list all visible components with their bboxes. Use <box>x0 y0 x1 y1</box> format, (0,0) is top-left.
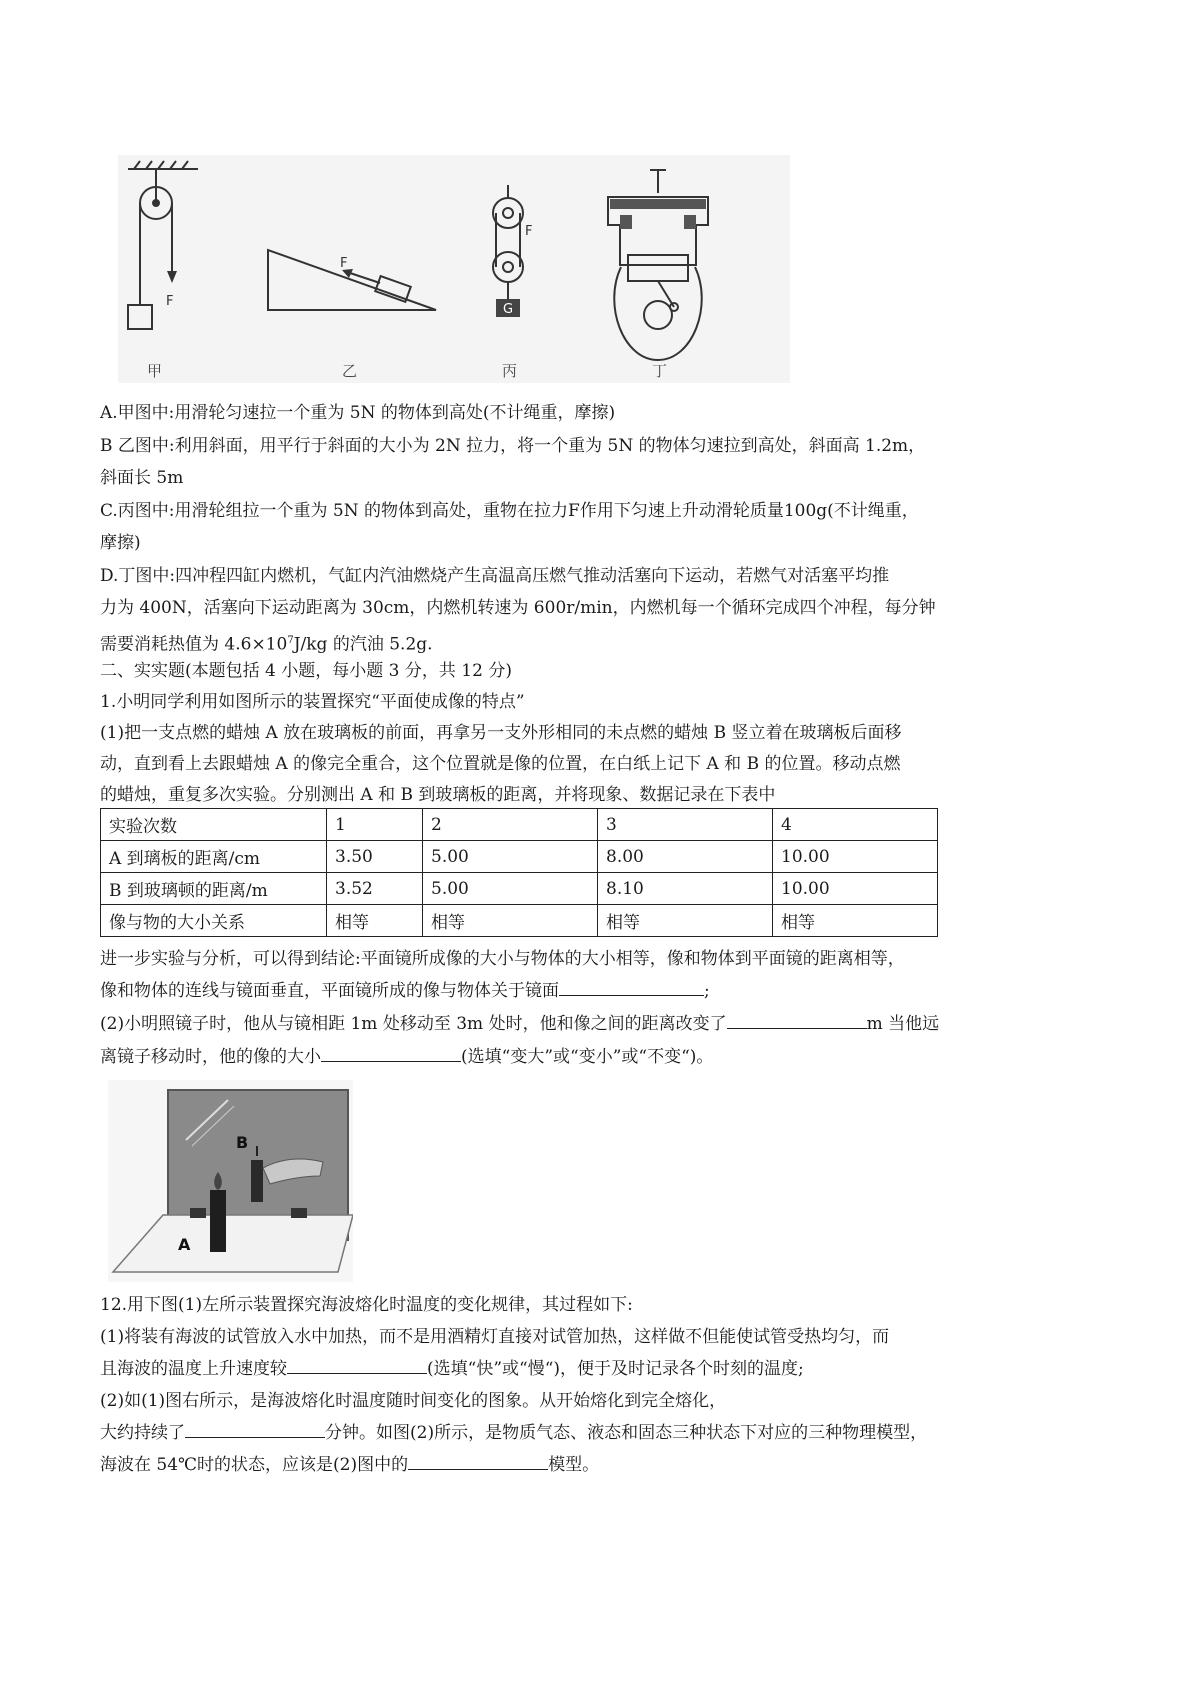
table-cell: 3.52 <box>327 873 423 905</box>
table-cell: 1 <box>327 809 423 841</box>
figure-label-jia: 甲 <box>147 362 163 380</box>
question-12-line-2-pre: 且海波的温度上升速度较 <box>100 1359 287 1379</box>
table-cell: 10.00 <box>773 841 938 873</box>
option-d-line-2: 力为 400N，活塞向下运动距离为 30cm，内燃机转速为 600r/min，内燃机每一个循环完成四个冲程，每分钟 <box>100 598 936 618</box>
question-12-line-5-post: 模型。 <box>548 1455 600 1475</box>
figure-label-yi: 乙 <box>342 362 358 380</box>
option-b-line-1: B 乙图中:利用斜面，用平行于斜面的大小为 2N 拉力，将一个重为 5N 的物体匀速拉到高处，斜面高 1.2m， <box>100 436 926 456</box>
table-cell: 8.00 <box>598 841 773 873</box>
answer-blank-3[interactable] <box>321 1043 461 1062</box>
conclusion-line-2-pre: 像和物体的连线与镜面垂直，平面镜所成的像与物体关于镜面 <box>100 981 559 1001</box>
yi-force-label: F <box>340 256 348 271</box>
question-12-line-4-pre: 大约持续了 <box>100 1423 185 1443</box>
question-12-line-4 <box>100 1418 927 1448</box>
answer-blank-1[interactable] <box>559 977 704 996</box>
figure-1-panel <box>118 155 790 383</box>
conclusion-line-1: 进一步实验与分析，可以得到结论:平面镜所成像的大小与物体的大小相等，像和物体到平面镜的距离相等， <box>100 949 905 969</box>
question-12-line-5-pre: 海波在 54℃时的状态，应该是(2)图中的 <box>100 1455 409 1475</box>
candle-a-label: A <box>178 1235 191 1254</box>
option-b-line-2: 斜面长 5m <box>100 468 184 488</box>
option-d-line-1: D.丁图中:四冲程四缸内燃机，气缸内汽油燃烧产生高温高压燃气推动活塞向下运动，若燃气对活塞平均推 <box>100 566 890 586</box>
question-1-para-line-3: 的蜡烛，重复多次实验。分别测出 A 和 B 到玻璃板的距离，并将现象、数据记录在下表中 <box>100 785 776 805</box>
question-1-para-line-2: 动，直到看上去跟蜡烛 A 的像完全重合，这个位置就是像的位置，在白纸上记下 A 和 B 的位置。移动点燃 <box>100 754 901 774</box>
bing-force-label: F <box>525 224 533 239</box>
table-cell: 实验次数 <box>101 809 327 841</box>
section-2-title: 二、实实题(本题包括 4 小题，每小题 3 分，共 12 分) <box>100 661 512 681</box>
question-1-title: 1.小明同学利用如图所示的装置探究“平面使成像的特点” <box>100 692 525 712</box>
table-cell: 5.00 <box>423 873 598 905</box>
question-2-line-2-pre: 离镜子移动时，他的像的大小 <box>100 1047 321 1067</box>
option-d-exponent: 7 <box>287 635 294 646</box>
bing-weight-label: G <box>503 302 514 317</box>
option-d-line-3-post: J/kg 的汽油 5.2g. <box>293 634 433 655</box>
question-2-line-2 <box>100 1042 713 1072</box>
option-d-line-3 <box>100 626 433 660</box>
table-cell: 5.00 <box>423 841 598 873</box>
question-12-line-2-post: (选填“快”或“慢“)，便于及时记录各个时刻的温度; <box>427 1359 804 1379</box>
question-12-line-1: (1)将装有海波的试管放入水中加热，而不是用酒精灯直接对试管加热，这样做不但能使试管受热均匀，而 <box>100 1327 890 1347</box>
option-c-line-2: 摩擦) <box>100 533 141 553</box>
answer-blank-5[interactable] <box>185 1419 325 1438</box>
table-cell: A 到璃板的距离/cm <box>101 841 327 873</box>
table-cell: 相等 <box>423 905 598 937</box>
table-row <box>101 905 938 937</box>
question-2-line-2-post: (选填“变大”或“变小”或“不变“)。 <box>461 1047 714 1067</box>
table-cell: B 到玻璃顿的距离/m <box>101 873 327 905</box>
conclusion-line-2-post: ; <box>704 981 710 1001</box>
question-12-line-2 <box>100 1354 804 1384</box>
data-table <box>100 808 938 937</box>
table-cell: 3 <box>598 809 773 841</box>
table-cell: 相等 <box>327 905 423 937</box>
question-12-line-5 <box>100 1450 599 1480</box>
table-row <box>101 809 938 841</box>
question-1-para-line-1: (1)把一支点燃的蜡烛 A 放在玻璃板的前面，再拿另一支外形相同的未点燃的蜡烛 B 竖立着在玻璃板后面移 <box>100 723 902 743</box>
table-row <box>101 841 938 873</box>
table-cell: 10.00 <box>773 873 938 905</box>
answer-blank-2[interactable] <box>727 1010 867 1029</box>
option-d-line-3-pre: 需要消耗热值为 4.6×10 <box>100 634 288 655</box>
table-cell: 相等 <box>773 905 938 937</box>
figure-2-drawing <box>108 1080 353 1282</box>
answer-blank-4[interactable] <box>287 1355 427 1374</box>
question-12-title: 12.用下图(1)左所示装置探究海波熔化时温度的变化规律，其过程如下: <box>100 1295 633 1315</box>
question-12-line-3: (2)如(1)图右所示，是海波熔化时温度随时间变化的图象。从开始熔化到完全熔化， <box>100 1391 727 1411</box>
table-cell: 8.10 <box>598 873 773 905</box>
conclusion-line-2 <box>100 976 710 1006</box>
table-row <box>101 873 938 905</box>
candle-b-label: B <box>236 1133 249 1152</box>
table-cell: 4 <box>773 809 938 841</box>
option-a: A.甲图中:用滑轮匀速拉一个重为 5N 的物体到高处(不计绳重，摩擦) <box>100 403 616 423</box>
figure-2-photo <box>108 1080 353 1282</box>
option-c-line-1: C.丙图中:用滑轮组拉一个重为 5N 的物体到高处，重物在拉力F作用下匀速上升动滑轮质量100g(不计绳重， <box>100 501 919 521</box>
table-cell: 像与物的大小关系 <box>101 905 327 937</box>
question-12-line-4-post: 分钟。如图(2)所示，是物质气态、液态和固态三种状态下对应的三种物理模型， <box>325 1423 928 1443</box>
table-cell: 3.50 <box>327 841 423 873</box>
answer-blank-6[interactable] <box>408 1451 548 1470</box>
table-cell: 相等 <box>598 905 773 937</box>
figure-label-ding: 丁 <box>652 362 668 380</box>
jia-force-label: F <box>166 294 174 309</box>
question-2-line-1 <box>100 1009 939 1039</box>
table-cell: 2 <box>423 809 598 841</box>
figure-label-bing: 丙 <box>502 362 518 380</box>
figure-1-drawing <box>118 155 790 383</box>
question-2-line-1-pre: (2)小明照镜子时，他从与镜相距 1m 处移动至 3m 处时，他和像之间的距离改变了 <box>100 1014 727 1034</box>
question-2-line-1-post: m 当他远 <box>866 1014 940 1034</box>
